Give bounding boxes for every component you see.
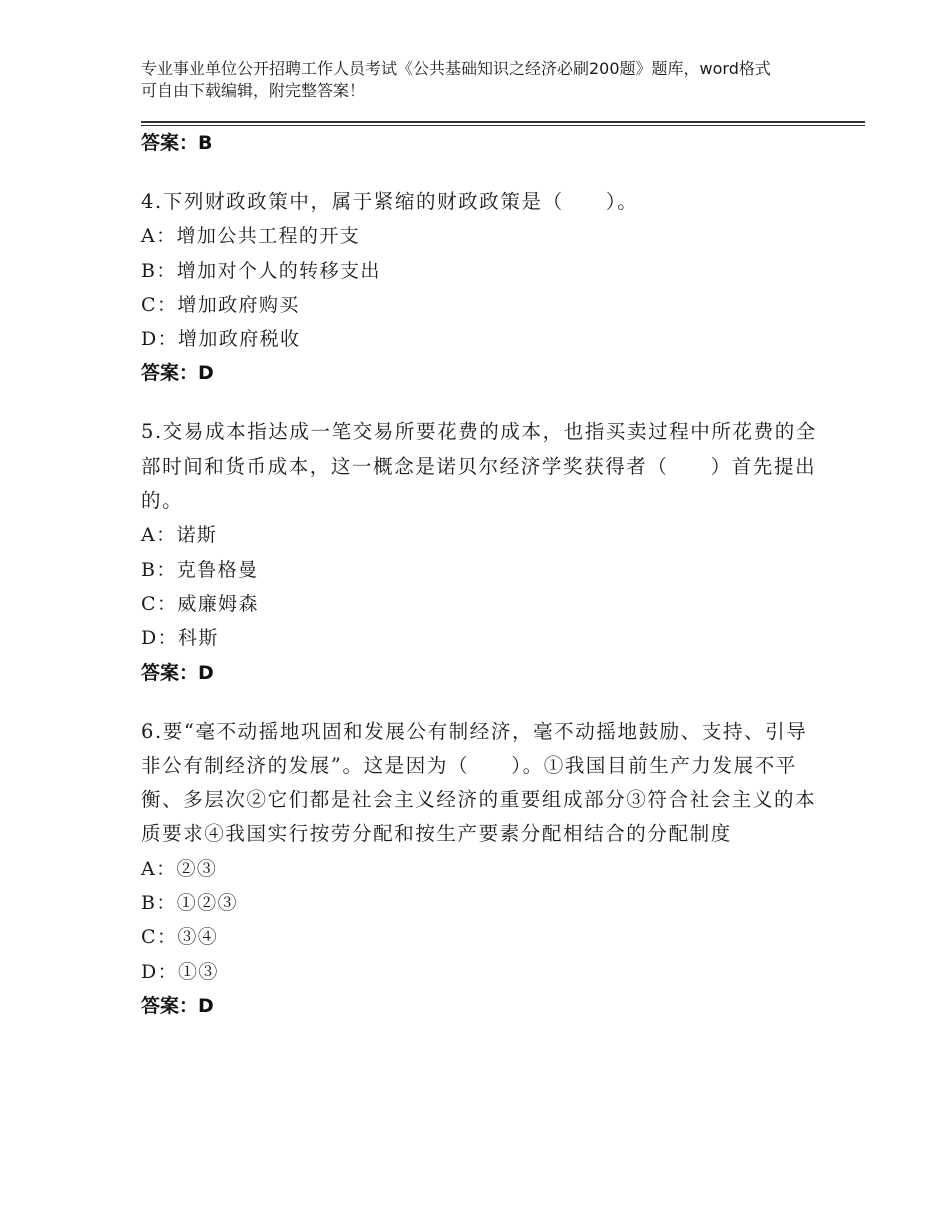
question-item xyxy=(141,415,821,689)
question-item xyxy=(141,715,821,1023)
header-title: 专业事业单位公开招聘工作人员考试《公共基础知识之经济必刷200题》题库，word格式可自由下载编辑，附完整答案！ xyxy=(141,59,771,100)
option-a: A：增加公共工程的开支 xyxy=(141,225,361,248)
option-d: D：增加政府税收 xyxy=(141,328,301,351)
option-b: B：克鲁格曼 xyxy=(141,558,259,581)
option-d: D：科斯 xyxy=(141,627,219,650)
option-a: A：诺斯 xyxy=(141,524,218,547)
page-header xyxy=(141,58,781,102)
option-b: B：①②③ xyxy=(141,892,238,915)
header-divider xyxy=(141,121,865,123)
option-b: B：增加对个人的转移支出 xyxy=(141,259,381,282)
question-stem: 6.要“毫不动摇地巩固和发展公有制经济，毫不动摇地鼓励、支持、引导非公有制经济的发展”。这是因为（ ）。①我国目前生产力发展不平衡、多层次②它们都是社会主义经济的重要组成部分③符合社会主义的本质要求④我国实行按劳分配和按生产要素分配相结合的分配制度 xyxy=(141,719,817,846)
option-c: C：威廉姆森 xyxy=(141,592,259,615)
question-list xyxy=(141,126,821,1023)
question-stem: 5.交易成本指达成一笔交易所要花费的成本，也指买卖过程中所花费的全部时间和货币成本，这一概念是诺贝尔经济学奖获得者（ ）首先提出的。 xyxy=(141,420,817,513)
question-item xyxy=(141,185,821,390)
answer-line: 答案：B xyxy=(141,132,213,154)
option-a: A：②③ xyxy=(141,857,218,880)
answer-line: 答案：D xyxy=(141,994,214,1017)
option-c: C：增加政府购买 xyxy=(141,293,300,316)
option-c: C：③④ xyxy=(141,926,219,949)
question-stem: 4.下列财政政策中，属于紧缩的财政政策是（ ）。 xyxy=(141,190,639,213)
answer-line: 答案：D xyxy=(141,362,214,385)
answer-line: 答案：D xyxy=(141,661,214,684)
option-d: D：①③ xyxy=(141,960,219,983)
